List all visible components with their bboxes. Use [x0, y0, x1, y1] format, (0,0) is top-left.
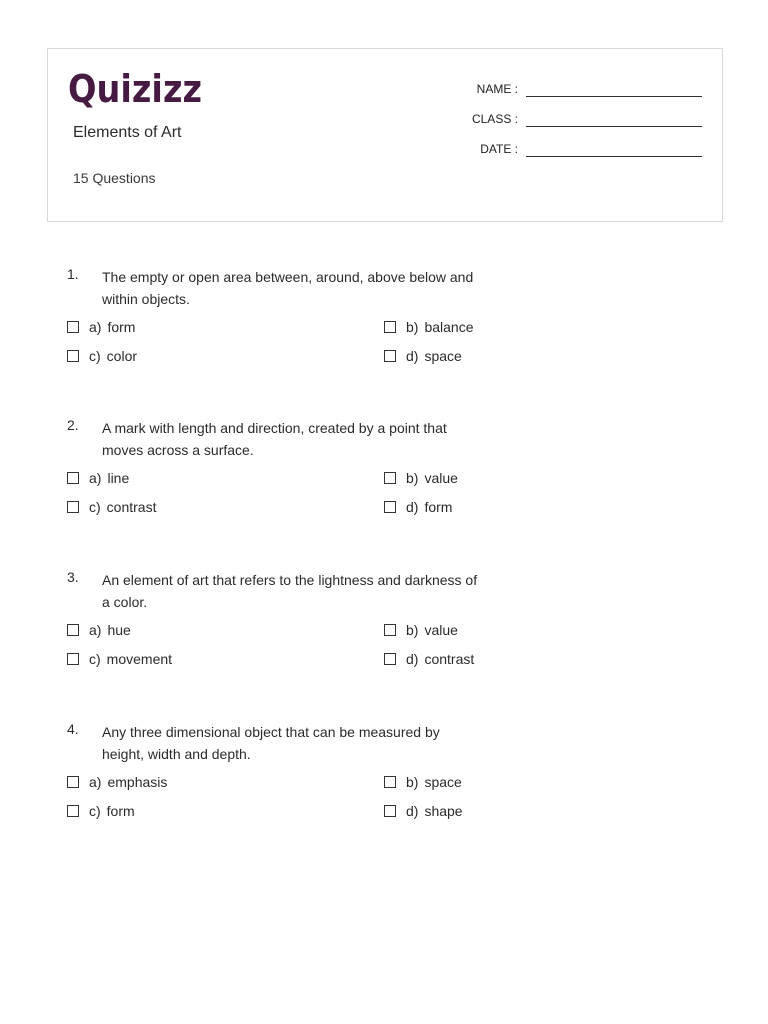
- option-label: shape: [424, 803, 463, 819]
- option-label: form: [424, 499, 453, 515]
- option-a[interactable]: [67, 772, 167, 792]
- option-label: value: [424, 622, 458, 638]
- option-letter: b): [406, 319, 419, 335]
- option-letter: a): [89, 622, 102, 638]
- name-label: NAME :: [476, 82, 518, 96]
- checkbox[interactable]: [384, 624, 396, 636]
- option-b[interactable]: [384, 468, 458, 488]
- option-letter: c): [89, 348, 101, 364]
- option-b[interactable]: [384, 772, 462, 792]
- option-letter: b): [406, 774, 419, 790]
- class-label: CLASS :: [471, 112, 518, 126]
- option-letter: c): [89, 803, 101, 819]
- option-label: balance: [424, 319, 474, 335]
- question-number: 2.: [67, 417, 79, 433]
- option-label: form: [107, 319, 136, 335]
- option-letter: a): [89, 470, 102, 486]
- question-count: 15 Questions: [73, 170, 156, 186]
- question-text: Any three dimensional object that can be measured by height, width and depth.: [102, 724, 440, 762]
- checkbox[interactable]: [384, 805, 396, 817]
- svg-text:Quizizz: Quizizz: [68, 67, 202, 111]
- question-text: The empty or open area between, around, above below and within objects.: [102, 269, 474, 307]
- option-d[interactable]: [384, 497, 452, 517]
- checkbox[interactable]: [67, 805, 79, 817]
- option-d[interactable]: [384, 346, 462, 366]
- option-b[interactable]: [384, 317, 474, 337]
- checkbox[interactable]: [384, 501, 396, 513]
- option-c[interactable]: [67, 649, 172, 669]
- option-letter: a): [89, 319, 102, 335]
- option-letter: d): [406, 499, 419, 515]
- option-label: contrast: [106, 499, 157, 515]
- option-a[interactable]: [67, 468, 129, 488]
- option-label: color: [106, 348, 138, 364]
- checkbox[interactable]: [67, 624, 79, 636]
- option-label: movement: [106, 651, 173, 667]
- option-label: space: [424, 774, 462, 790]
- option-letter: d): [406, 651, 419, 667]
- option-label: form: [106, 803, 135, 819]
- option-d[interactable]: [384, 801, 463, 821]
- question-text: A mark with length and direction, created by a point that moves across a surface.: [102, 420, 447, 458]
- quizizz-logo: [68, 67, 204, 111]
- option-label: emphasis: [107, 774, 168, 790]
- option-letter: b): [406, 470, 419, 486]
- option-c[interactable]: [67, 346, 137, 366]
- option-letter: c): [89, 499, 101, 515]
- class-line[interactable]: [526, 126, 702, 127]
- option-letter: a): [89, 774, 102, 790]
- option-label: line: [107, 470, 130, 486]
- option-c[interactable]: [67, 497, 156, 517]
- date-field[interactable]: [448, 142, 704, 162]
- date-line[interactable]: [526, 156, 702, 157]
- checkbox[interactable]: [384, 472, 396, 484]
- option-d[interactable]: [384, 649, 474, 669]
- checkbox[interactable]: [67, 321, 79, 333]
- checkbox[interactable]: [67, 350, 79, 362]
- checkbox[interactable]: [384, 653, 396, 665]
- option-letter: b): [406, 622, 419, 638]
- option-letter: c): [89, 651, 101, 667]
- class-field[interactable]: [448, 112, 704, 132]
- option-a[interactable]: [67, 317, 135, 337]
- option-label: hue: [107, 622, 131, 638]
- checkbox[interactable]: [384, 350, 396, 362]
- question-number: 4.: [67, 721, 79, 737]
- name-line[interactable]: [526, 96, 702, 97]
- option-c[interactable]: [67, 801, 135, 821]
- question-text: An element of art that refers to the lightness and darkness of a color.: [102, 572, 478, 610]
- checkbox[interactable]: [67, 653, 79, 665]
- question-number: 1.: [67, 266, 79, 282]
- question-number: 3.: [67, 569, 79, 585]
- option-label: value: [424, 470, 458, 486]
- checkbox[interactable]: [67, 472, 79, 484]
- option-letter: d): [406, 348, 419, 364]
- option-label: space: [424, 348, 462, 364]
- worksheet-header: [47, 48, 723, 222]
- name-field[interactable]: [448, 82, 704, 102]
- worksheet-title: Elements of Art: [73, 124, 182, 141]
- option-b[interactable]: [384, 620, 458, 640]
- checkbox[interactable]: [67, 776, 79, 788]
- checkbox[interactable]: [67, 501, 79, 513]
- date-label: DATE :: [480, 142, 518, 156]
- option-a[interactable]: [67, 620, 131, 640]
- option-letter: d): [406, 803, 419, 819]
- checkbox[interactable]: [384, 776, 396, 788]
- option-label: contrast: [424, 651, 475, 667]
- checkbox[interactable]: [384, 321, 396, 333]
